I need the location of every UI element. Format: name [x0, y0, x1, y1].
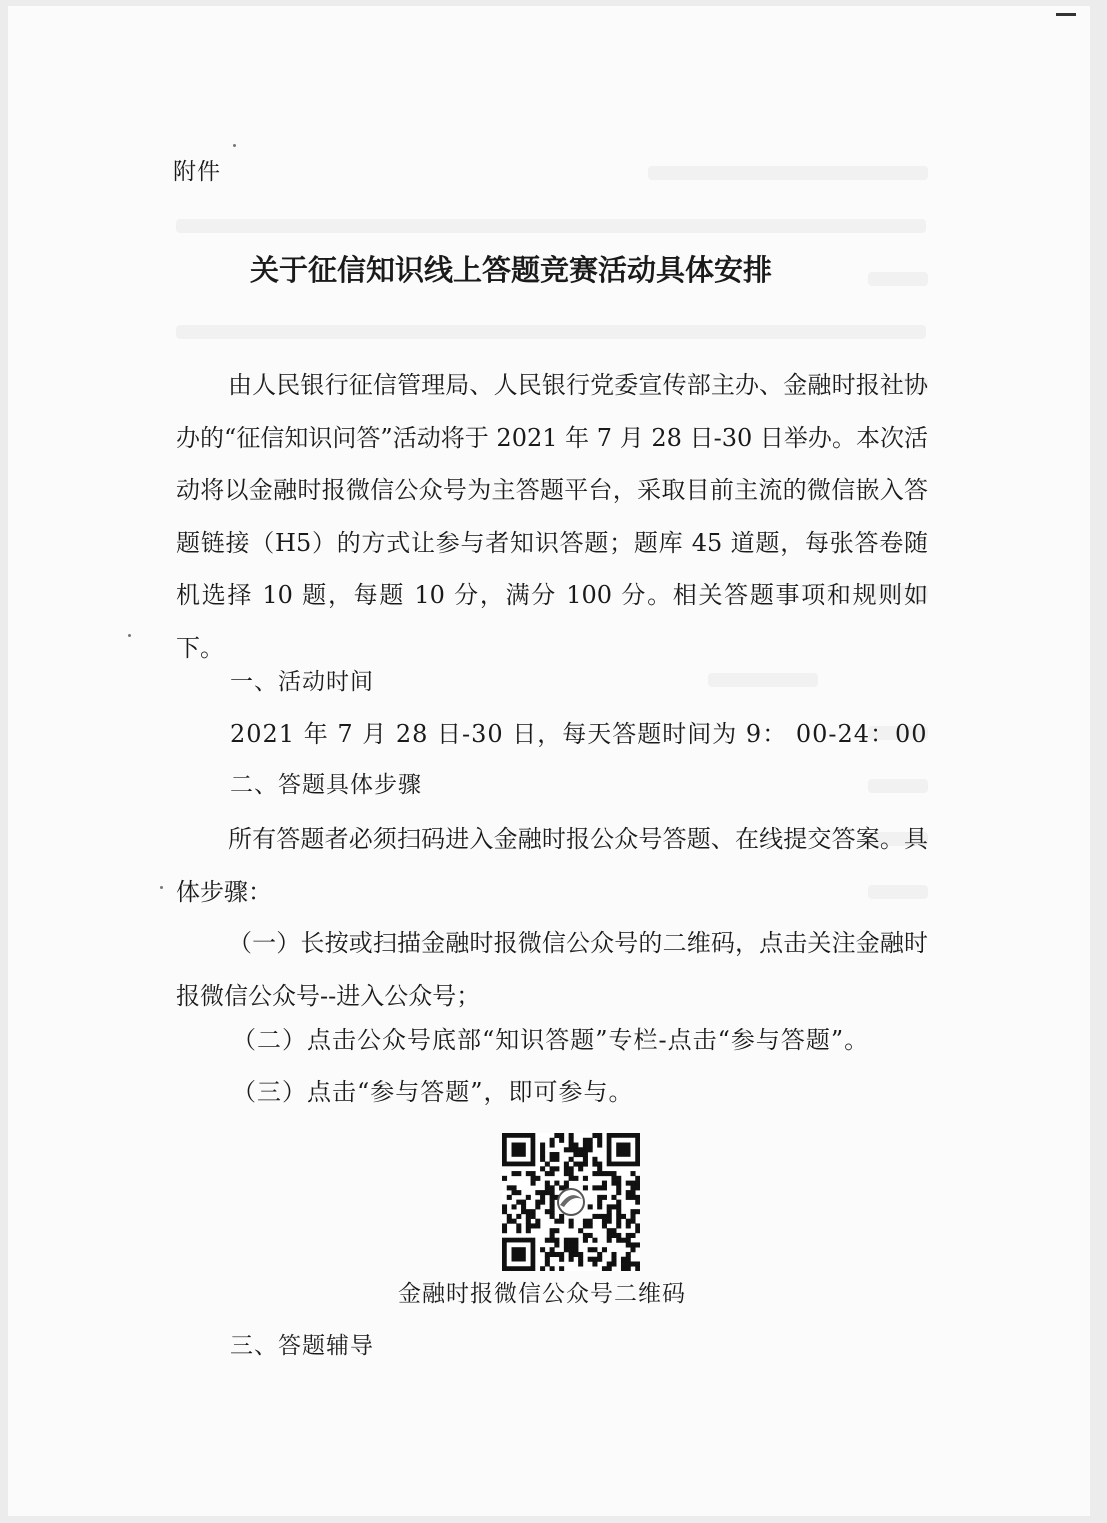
section-heading-steps: 二、答题具体步骤	[230, 772, 422, 798]
qr-code-graphic	[502, 1133, 640, 1271]
steps-intro-paragraph: 所有答题者必须扫码进入金融时报公众号答题、在线提交答案。具体步骤：	[176, 825, 928, 906]
step-one: （一）长按或扫描金融时报微信公众号的二维码，点击关注金融时报微信公众号--进入公众号；	[176, 929, 928, 1010]
scan-speck	[233, 144, 236, 147]
activity-time-text: 2021 年 7 月 28 日-30 日，每天答题时间为 9： 00-24：00	[230, 720, 928, 748]
qr-code-caption: 金融时报微信公众号二维码	[398, 1281, 686, 1307]
scan-speck	[160, 886, 163, 889]
scan-edge-mark	[1056, 13, 1076, 16]
scan-speck	[128, 634, 131, 637]
document-title: 关于征信知识线上答题竞赛活动具体安排	[250, 253, 773, 287]
intro-paragraph: 由人民银行征信管理局、人民银行党委宣传部主办、金融时报社协办的“征信知识问答”活动将于 2021 年 7 月 28 日-30 日举办。本次活动将以金融时报微信公众号为主答题平台，采取目前主流的微信嵌入答题链接（H5）的方式让参与者知识答题；题库 45 道题，每张答卷随机选择 10 题，每题 10 分，满分 100 分。相关答题事项和规则如下。	[176, 371, 928, 662]
step-two: （二）点击公众号底部“知识答题”专栏-点击“参与答题”。	[232, 1026, 870, 1054]
step-three: （三）点击“参与答题”，即可参与。	[232, 1078, 634, 1106]
qr-code-image	[502, 1133, 640, 1271]
attachment-label: 附件	[173, 159, 221, 185]
section-heading-time: 一、活动时间	[230, 669, 374, 695]
document-page	[8, 6, 1090, 1516]
section-heading-guidance: 三、答题辅导	[230, 1333, 374, 1359]
